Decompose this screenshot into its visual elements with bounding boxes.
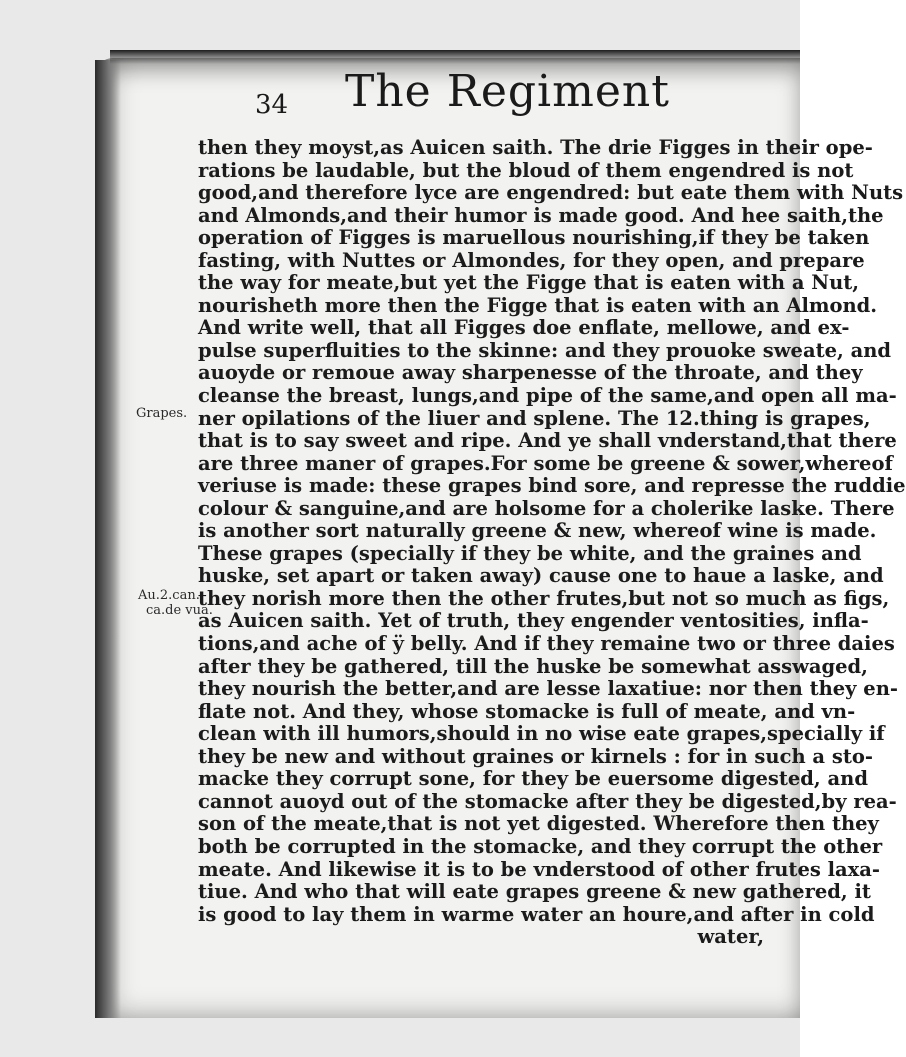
body-text	[198, 136, 906, 949]
text-line: colour & sanguine,and are holsome for a cholerike laske. There	[198, 496, 895, 520]
text-line: veriuse is made: these grapes bind sore, and represse the ruddie	[198, 474, 906, 498]
text-line: meate. And likewise it is to be vnderstood of other frutes laxa-	[198, 857, 881, 881]
text-line: macke they corrupt sone, for they be euersome digested, and	[198, 767, 868, 791]
margin-note-avicen-ref-1: Au.2.can.	[138, 588, 200, 603]
margin-note-avicen-ref-2: ca.de vua.	[146, 603, 213, 618]
text-line: These grapes (specially if they be white, and the graines and	[198, 541, 862, 565]
text-line: cannot auoyd out of the stomacke after they be digested,by rea-	[198, 789, 897, 813]
text-line: clean with ill humors,should in no wise eate grapes,specially if	[198, 722, 885, 746]
text-line: rations be laudable, but the bloud of them engendred is not	[198, 158, 854, 182]
text-line: water,	[697, 925, 764, 949]
text-line: are three maner of grapes.For some be greene & sower,whereof	[198, 451, 893, 475]
text-line: and Almonds,and their humor is made good. And hee saith,the	[198, 203, 884, 227]
book-gutter-shadow	[95, 60, 121, 1018]
text-line: is another sort naturally greene & new, whereof wine is made.	[198, 519, 877, 543]
text-line: they nourish the better,and are lesse laxatiue: nor then they en-	[198, 677, 898, 701]
text-line: flate not. And they, whose stomacke is full of meate, and vn-	[198, 699, 856, 723]
text-line: good,and therefore lyce are engendred: but eate them with Nuts	[198, 181, 904, 205]
text-line: And write well, that all Figges doe enflate, mellowe, and ex-	[198, 316, 850, 340]
text-line: both be corrupted in the stomacke, and they corrupt the other	[198, 834, 883, 858]
text-line: pulse superfluities to the skinne: and they prouoke sweate, and	[198, 338, 892, 362]
margin-note-grapes: Grapes.	[136, 406, 188, 421]
page-number: 34	[255, 90, 289, 120]
top-edge-shadow	[110, 50, 800, 64]
text-line: they norish more then the other frutes,but not so much as figs,	[198, 586, 890, 610]
text-line: that is to say sweet and ripe. And ye shall vnderstand,that there	[198, 429, 897, 453]
text-line: is good to lay them in warme water an houre,and after in cold	[198, 902, 875, 926]
text-line: they be new and without graines or kirnels : for in such a sto-	[198, 744, 873, 768]
text-line: after they be gathered, till the huske be somewhat asswaged,	[198, 654, 868, 678]
text-line: then they moyst,as Auicen saith. The drie Figges in their ope-	[198, 136, 873, 159]
text-line: nourisheth more then the Figge that is eaten with an Almond.	[198, 293, 878, 317]
text-line: cleanse the breast, lungs,and pipe of the same,and open all ma-	[198, 384, 897, 408]
text-line: ner opilations of the liuer and splene. The 12.thing is grapes,	[198, 406, 871, 430]
text-line: auoyde or remoue away sharpenesse of the throate, and they	[198, 361, 863, 385]
running-title: The Regiment	[345, 66, 670, 117]
text-line: huske, set apart or taken away) cause one to haue a laske, and	[198, 564, 884, 588]
text-line: tiue. And who that will eate grapes greene & new gathered, it	[198, 880, 871, 904]
text-line: fasting, with Nuttes or Almondes, for they open, and prepare	[198, 248, 865, 272]
text-line: tions,and ache of ÿ belly. And if they remaine two or three daies	[198, 632, 895, 656]
text-line: as Auicen saith. Yet of truth, they engender ventosities, infla-	[198, 609, 869, 633]
text-line: operation of Figges is maruellous nourishing,if they be taken	[198, 226, 870, 250]
text-line: the way for meate,but yet the Figge that is eaten with a Nut,	[198, 271, 860, 295]
text-line: son of the meate,that is not yet digested. Wherefore then they	[198, 812, 879, 836]
